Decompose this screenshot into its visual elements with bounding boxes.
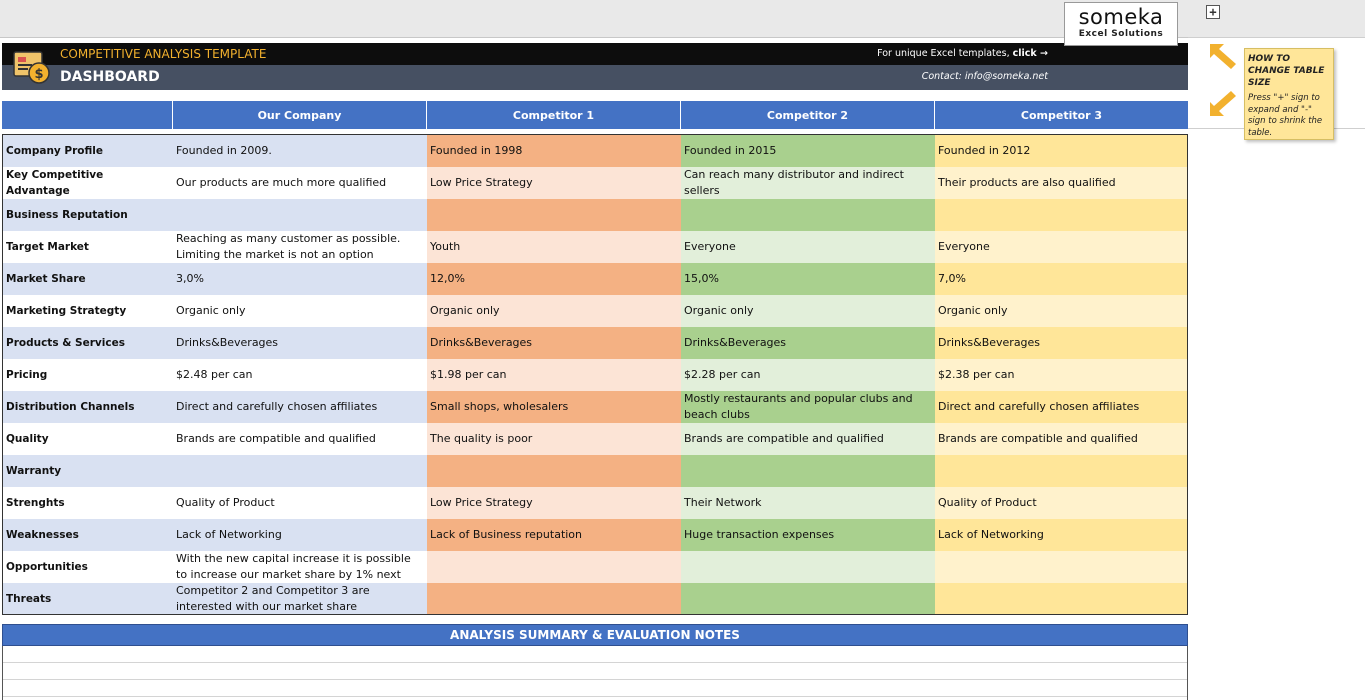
cell-strenghts-competitor-2[interactable]: Their Network — [681, 487, 935, 519]
table-row — [3, 263, 1187, 295]
page-title: DASHBOARD — [60, 69, 160, 85]
cell-business-reputation-our-company[interactable] — [173, 199, 427, 231]
row-label-warranty[interactable]: Warranty — [3, 455, 173, 487]
brand-name: someka — [1078, 5, 1164, 29]
cell-opportunities-competitor-3[interactable] — [935, 551, 1187, 583]
cell-business-reputation-competitor-1[interactable] — [427, 199, 681, 231]
row-label-opportunities[interactable]: Opportunities — [3, 551, 173, 583]
cell-warranty-competitor-1[interactable] — [427, 455, 681, 487]
svg-text:$: $ — [34, 67, 44, 82]
cell-distribution-channels-our-company[interactable]: Direct and carefully chosen affiliates — [173, 391, 427, 423]
table-row — [3, 327, 1187, 359]
column-header-row — [2, 101, 1188, 129]
someka-brand-logo[interactable] — [1064, 2, 1178, 46]
summary-notes-area[interactable] — [3, 646, 1187, 700]
cell-quality-competitor-3[interactable]: Brands are compatible and qualified — [935, 423, 1187, 455]
cell-threats-competitor-1[interactable] — [427, 583, 681, 614]
cell-company-profile-competitor-3[interactable]: Founded in 2012 — [935, 135, 1187, 167]
table-row — [3, 391, 1187, 423]
cell-strenghts-competitor-1[interactable]: Low Price Strategy — [427, 487, 681, 519]
table-row — [3, 455, 1187, 487]
header-competitor-1: Competitor 1 — [426, 101, 680, 129]
header-blank — [2, 101, 172, 129]
cell-threats-our-company[interactable]: Competitor 2 and Competitor 3 are interested with our market share — [173, 583, 427, 614]
promo-text: For unique Excel templates, click → — [877, 48, 1048, 59]
cell-quality-competitor-2[interactable]: Brands are compatible and qualified — [681, 423, 935, 455]
cell-marketing-strategty-competitor-2[interactable]: Organic only — [681, 295, 935, 327]
note-body: Press "+" sign to expand and "-" sign to shrink the table. — [1248, 93, 1323, 138]
table-row — [3, 231, 1187, 263]
cell-warranty-competitor-3[interactable] — [935, 455, 1187, 487]
cell-target-market-competitor-2[interactable]: Everyone — [681, 231, 935, 263]
row-label-company-profile[interactable]: Company Profile — [3, 135, 173, 167]
row-label-threats[interactable]: Threats — [3, 583, 173, 614]
arrow-down-left-icon — [1208, 88, 1240, 118]
cell-target-market-competitor-1[interactable]: Youth — [427, 231, 681, 263]
row-label-business-reputation[interactable]: Business Reputation — [3, 199, 173, 231]
arrow-up-left-icon — [1208, 42, 1240, 72]
header-our-company: Our Company — [172, 101, 426, 129]
table-row — [3, 359, 1187, 391]
cell-threats-competitor-2[interactable] — [681, 583, 935, 614]
cell-warranty-our-company[interactable] — [173, 455, 427, 487]
note-heading: HOW TO CHANGE TABLE SIZE — [1248, 54, 1325, 88]
row-label-target-market[interactable]: Target Market — [3, 231, 173, 263]
cell-weaknesses-competitor-3[interactable]: Lack of Networking — [935, 519, 1187, 551]
row-label-quality[interactable]: Quality — [3, 423, 173, 455]
row-label-distribution-channels[interactable]: Distribution Channels — [3, 391, 173, 423]
analysis-logo-icon — [12, 47, 52, 87]
cell-quality-competitor-1[interactable]: The quality is poor — [427, 423, 681, 455]
table-row — [3, 167, 1187, 199]
cell-pricing-competitor-2[interactable]: $2.28 per can — [681, 359, 935, 391]
row-label-market-share[interactable]: Market Share — [3, 263, 173, 295]
header-competitor-2: Competitor 2 — [680, 101, 934, 129]
cell-company-profile-our-company[interactable]: Founded in 2009. — [173, 135, 427, 167]
table-row — [3, 583, 1187, 614]
cell-products-services-our-company[interactable]: Drinks&Beverages — [173, 327, 427, 359]
cell-distribution-channels-competitor-2[interactable]: Mostly restaurants and popular clubs and beach clubs — [681, 391, 935, 423]
brand-tagline: Excel Solutions — [1078, 29, 1164, 39]
table-row — [3, 423, 1187, 455]
promo-link[interactable]: click → — [1012, 48, 1048, 59]
cell-key-competitive-advantage-our-company[interactable]: Our products are much more qualified — [173, 167, 427, 199]
cell-company-profile-competitor-2[interactable]: Founded in 2015 — [681, 135, 935, 167]
cell-marketing-strategty-competitor-1[interactable]: Organic only — [427, 295, 681, 327]
cell-target-market-competitor-3[interactable]: Everyone — [935, 231, 1187, 263]
header-competitor-3: Competitor 3 — [934, 101, 1188, 129]
cell-market-share-competitor-1[interactable]: 12,0% — [427, 263, 681, 295]
cell-marketing-strategty-competitor-3[interactable]: Organic only — [935, 295, 1187, 327]
table-size-note — [1244, 48, 1334, 140]
row-label-weaknesses[interactable]: Weaknesses — [3, 519, 173, 551]
cell-market-share-competitor-2[interactable]: 15,0% — [681, 263, 935, 295]
dashboard-header — [2, 43, 1188, 90]
row-label-marketing-strategty[interactable]: Marketing Strategty — [3, 295, 173, 327]
cell-products-services-competitor-1[interactable]: Drinks&Beverages — [427, 327, 681, 359]
cell-pricing-competitor-3[interactable]: $2.38 per can — [935, 359, 1187, 391]
table-row — [3, 487, 1187, 519]
cell-weaknesses-competitor-2[interactable]: Huge transaction expenses — [681, 519, 935, 551]
cell-market-share-competitor-3[interactable]: 7,0% — [935, 263, 1187, 295]
cell-warranty-competitor-2[interactable] — [681, 455, 935, 487]
cell-key-competitive-advantage-competitor-3[interactable]: Their products are also qualified — [935, 167, 1187, 199]
contact-email[interactable]: Contact: info@someka.net — [921, 71, 1048, 82]
cell-quality-our-company[interactable]: Brands are compatible and qualified — [173, 423, 427, 455]
cell-key-competitive-advantage-competitor-2[interactable]: Can reach many distributor and indirect sellers — [681, 167, 935, 199]
table-row — [3, 551, 1187, 583]
cell-opportunities-competitor-1[interactable] — [427, 551, 681, 583]
comparison-table — [2, 134, 1188, 615]
table-row — [3, 295, 1187, 327]
cell-strenghts-our-company[interactable]: Quality of Product — [173, 487, 427, 519]
cell-weaknesses-our-company[interactable]: Lack of Networking — [173, 519, 427, 551]
cell-opportunities-competitor-2[interactable] — [681, 551, 935, 583]
cell-target-market-our-company[interactable]: Reaching as many customer as possible. Limiting the market is not an option — [173, 231, 427, 263]
row-label-key-competitive-advantage[interactable]: Key Competitive Advantage — [3, 167, 173, 199]
cell-company-profile-competitor-1[interactable]: Founded in 1998 — [427, 135, 681, 167]
grid-line — [1188, 37, 1365, 38]
cell-distribution-channels-competitor-3[interactable]: Direct and carefully chosen affiliates — [935, 391, 1187, 423]
cell-pricing-our-company[interactable]: $2.48 per can — [173, 359, 427, 391]
table-row — [3, 135, 1187, 167]
cell-marketing-strategty-our-company[interactable]: Organic only — [173, 295, 427, 327]
cell-threats-competitor-3[interactable] — [935, 583, 1187, 614]
row-label-pricing[interactable]: Pricing — [3, 359, 173, 391]
cell-products-services-competitor-2[interactable]: Drinks&Beverages — [681, 327, 935, 359]
cell-market-share-our-company[interactable]: 3,0% — [173, 263, 427, 295]
cell-products-services-competitor-3[interactable]: Drinks&Beverages — [935, 327, 1187, 359]
cell-business-reputation-competitor-2[interactable] — [681, 199, 935, 231]
cell-key-competitive-advantage-competitor-1[interactable]: Low Price Strategy — [427, 167, 681, 199]
cell-business-reputation-competitor-3[interactable] — [935, 199, 1187, 231]
table-row — [3, 519, 1187, 551]
cell-opportunities-our-company[interactable]: With the new capital increase it is possible to increase our market share by 1% next — [173, 551, 427, 583]
cell-distribution-channels-competitor-1[interactable]: Small shops, wholesalers — [427, 391, 681, 423]
row-label-products-services[interactable]: Products & Services — [3, 327, 173, 359]
row-label-strenghts[interactable]: Strenghts — [3, 487, 173, 519]
summary-header: ANALYSIS SUMMARY & EVALUATION NOTES — [2, 624, 1188, 646]
cell-strenghts-competitor-3[interactable]: Quality of Product — [935, 487, 1187, 519]
cell-pricing-competitor-1[interactable]: $1.98 per can — [427, 359, 681, 391]
cell-weaknesses-competitor-1[interactable]: Lack of Business reputation — [427, 519, 681, 551]
template-title: COMPETITIVE ANALYSIS TEMPLATE — [60, 47, 267, 61]
table-row — [3, 199, 1187, 231]
expand-table-button[interactable]: + — [1206, 5, 1220, 19]
